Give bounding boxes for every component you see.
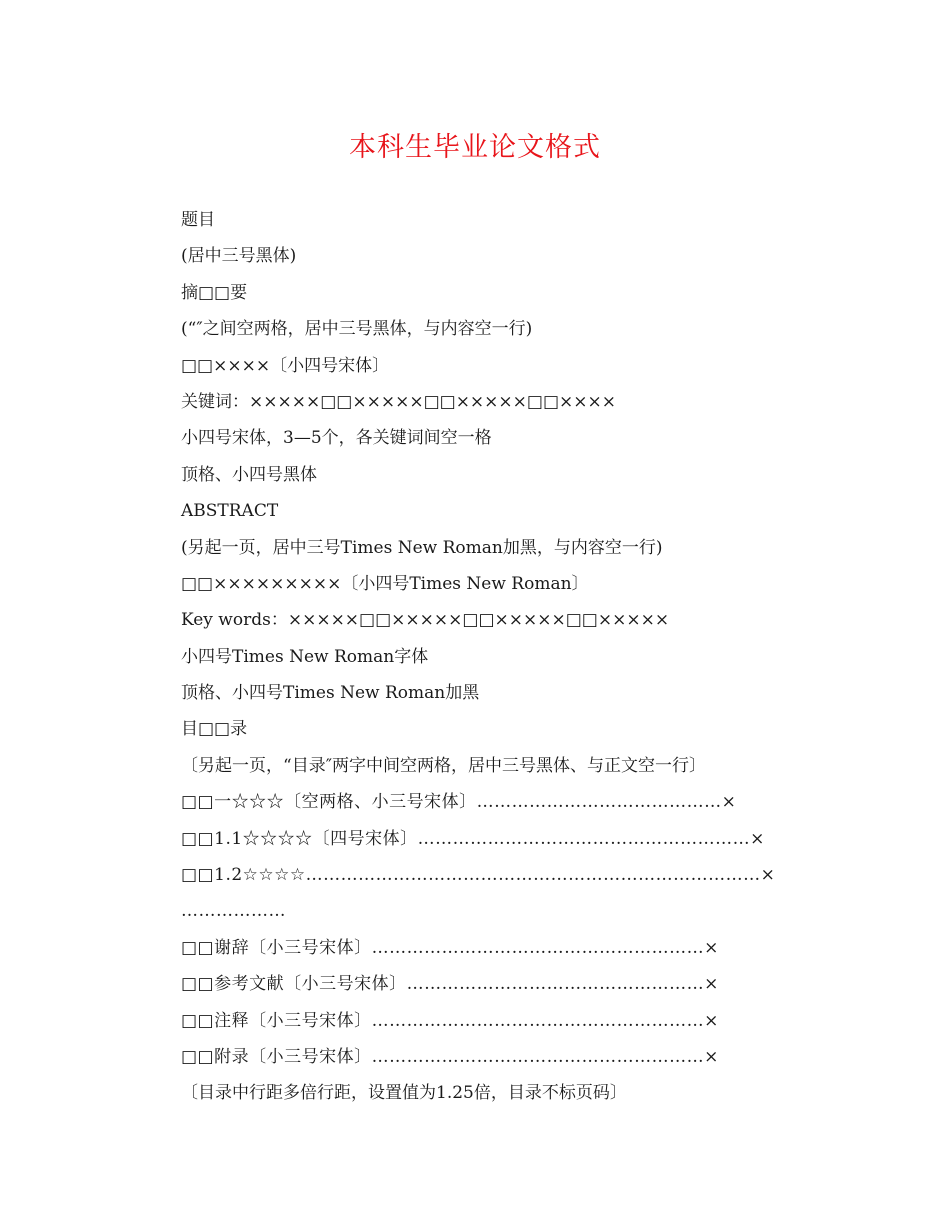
toc-entry-section-1-1: □□1.1☆☆☆☆〔四号宋体〕…………………………………………………× bbox=[181, 828, 765, 849]
toc-entry-appendix: □□附录〔小三号宋体〕…………………………………………………× bbox=[181, 1046, 719, 1067]
body-line-keywords-label-format: 顶格、小四号黑体 bbox=[181, 464, 317, 485]
toc-entry-references: □□参考文献〔小三号宋体〕……………………………………………× bbox=[181, 974, 719, 995]
body-line-english-abstract-format: (另起一页，居中三号Times New Roman加黑，与内容空一行) bbox=[181, 537, 663, 558]
body-line-keywords: 关键词：×××××□□×××××□□×××××□□×××× bbox=[181, 391, 617, 412]
body-line-topic: 题目 bbox=[181, 210, 215, 230]
body-line-abstract-heading: 摘□□要 bbox=[181, 282, 248, 303]
toc-entry-continuation: ……………… bbox=[181, 901, 286, 922]
toc-entry-chapter-one: □□一☆☆☆〔空两格、小三号宋体〕……………………………………× bbox=[181, 792, 737, 813]
document-body bbox=[181, 202, 781, 1112]
toc-entry-notes: □□注释〔小三号宋体〕…………………………………………………× bbox=[181, 1010, 719, 1031]
body-line-abstract-content: □□××××〔小四号宋体〕 bbox=[181, 355, 390, 376]
body-line-toc-spacing-note: 〔目录中行距多倍行距，设置值为1.25倍，目录不标页码〕 bbox=[181, 1083, 627, 1104]
body-line-abstract-heading-format: (“″之间空两格，居中三号黑体，与内容空一行) bbox=[181, 319, 533, 340]
body-line-toc-heading-format: 〔另起一页，“目录″两字中间空两格，居中三号黑体、与正文空一行〕 bbox=[181, 755, 707, 776]
toc-entry-section-1-2: □□1.2☆☆☆☆……………………………………………………………………× bbox=[181, 865, 776, 886]
body-line-english-abstract-content: □□×××××××××〔小四号Times New Roman〕 bbox=[181, 573, 589, 594]
body-line-keywords-format: 小四号宋体，3—5个，各关键词间空一格 bbox=[181, 428, 492, 449]
body-line-english-keywords: Key words：×××××□□×××××□□×××××□□××××× bbox=[181, 610, 670, 631]
body-line-english-keywords-format: 小四号Times New Roman字体 bbox=[181, 646, 429, 667]
document-title: 本科生毕业论文格式 bbox=[349, 132, 601, 163]
body-line-english-keywords-label-format: 顶格、小四号Times New Roman加黑 bbox=[181, 683, 480, 704]
body-line-toc-heading: 目□□录 bbox=[181, 719, 248, 740]
toc-entry-acknowledgements: □□谢辞〔小三号宋体〕…………………………………………………× bbox=[181, 937, 719, 958]
body-line-english-abstract-heading: ABSTRACT bbox=[181, 501, 279, 522]
body-line-topic-format: (居中三号黑体) bbox=[181, 246, 297, 267]
